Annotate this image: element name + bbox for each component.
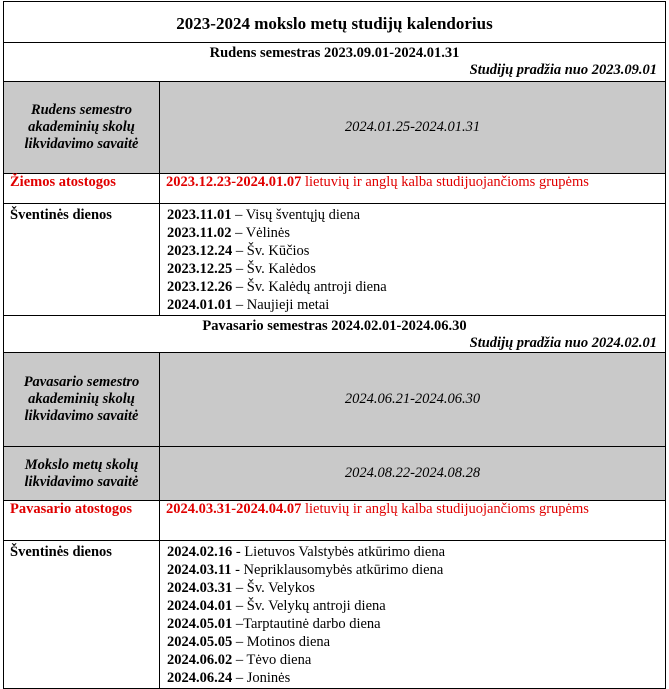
- spring-vacation-value: [160, 501, 666, 541]
- spring-vacation-dates: 2024.03.31-2024.04.07: [166, 501, 302, 517]
- list-item: 2024.05.05 – Motinos diena: [167, 634, 331, 650]
- list-item: 2024.03.31 – Šv. Velykos: [167, 580, 315, 596]
- list-item: 2024.04.01 – Šv. Velykų antroji diena: [167, 598, 386, 614]
- list-item: 2023.12.26 – Šv. Kalėdų antroji diena: [167, 279, 387, 295]
- list-item: 2024.03.11 - Nepriklausomybės atkūrimo diena: [167, 562, 444, 578]
- list-item: 2023.12.24 – Šv. Kūčios: [167, 243, 310, 259]
- list-item: 2024.02.16 - Lietuvos Valstybės atkūrimo diena: [167, 544, 446, 560]
- spring-debt-week-dates: 2024.06.21-2024.06.30: [160, 353, 666, 447]
- spring-study-start: Studijų pradžia nuo 2024.02.01: [469, 335, 657, 351]
- autumn-debt-week-label: Rudens semestro akademinių skolų likvidavimo savaitė: [4, 82, 160, 174]
- list-item: 2023.12.25 – Šv. Kalėdos: [167, 261, 316, 277]
- page-title: 2023-2024 mokslo metų studijų kalendorius: [4, 2, 666, 43]
- autumn-study-start: Studijų pradžia nuo 2023.09.01: [469, 62, 657, 78]
- winter-vacation-label: Žiemos atostogos: [4, 174, 160, 204]
- spring-vacation-label: Pavasario atostogos: [4, 501, 160, 541]
- list-item: 2023.11.02 – Vėlinės: [167, 225, 290, 241]
- spring-holidays-list: [160, 541, 666, 689]
- spring-semester-title: Pavasario semestras 2024.02.01-2024.06.30: [202, 318, 467, 334]
- winter-vacation-note: lietuvių ir anglų kalba studijuojančioms grupėms: [301, 174, 589, 190]
- calendar-table: [3, 1, 666, 689]
- list-item: 2024.01.01 – Naujieji metai: [167, 297, 330, 313]
- spring-semester-header: [4, 316, 666, 353]
- autumn-holidays-label: Šventinės dienos: [4, 204, 160, 316]
- list-item: 2024.05.01 –Tarptautinė darbo diena: [167, 616, 381, 632]
- list-item: 2024.06.24 – Joninės: [167, 670, 291, 686]
- spring-debt-week-label: Pavasario semestro akademinių skolų likvidavimo savaitė: [4, 353, 160, 447]
- year-debt-week-label: Mokslo metų skolų likvidavimo savaitė: [4, 447, 160, 501]
- autumn-semester-title: Rudens semestras 2023.09.01-2024.01.31: [209, 45, 460, 61]
- autumn-holidays-list: [160, 204, 666, 316]
- autumn-debt-week-dates: 2024.01.25-2024.01.31: [160, 82, 666, 174]
- list-item: 2024.06.02 – Tėvo diena: [167, 652, 312, 668]
- year-debt-week-dates: 2024.08.22-2024.08.28: [160, 447, 666, 501]
- winter-vacation-dates: 2023.12.23-2024.01.07: [166, 174, 302, 190]
- spring-vacation-note: lietuvių ir anglų kalba studijuojančioms grupėms: [301, 501, 589, 517]
- list-item: 2023.11.01 – Visų šventųjų diena: [167, 207, 360, 223]
- spring-holidays-label: Šventinės dienos: [4, 541, 160, 689]
- autumn-semester-header: [4, 43, 666, 82]
- winter-vacation-value: [160, 174, 666, 204]
